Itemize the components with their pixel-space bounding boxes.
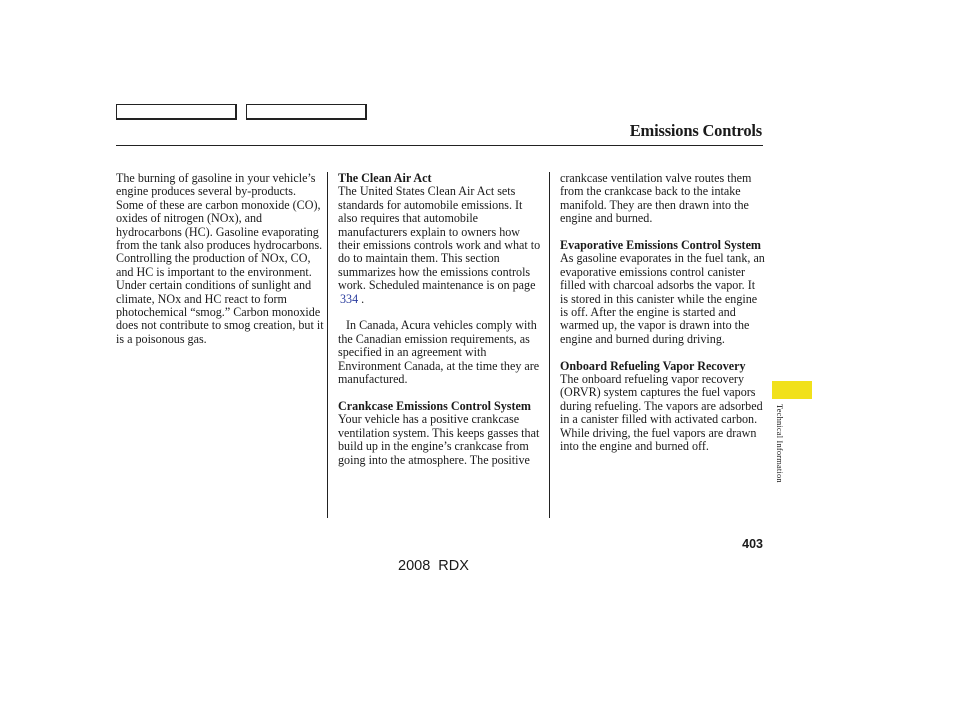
evaporative-paragraph: As gasoline evaporates in the fuel tank, an evaporative emissions control canister filled with charcoal adsorbs the vapor. It is stored in this canister while the engine is off. After the engine is started and warmed up, the vapor is drawn into the engine and burned during driving. [560, 251, 765, 346]
column-divider-2 [549, 172, 550, 518]
crankcase-paragraph: Your vehicle has a positive crankcase ventilation system. This keeps gasses that build up in the engine’s crankcase from going into the atmosphere. The positive [338, 412, 540, 467]
crankcase-continued-paragraph: crankcase ventilation valve routes them from the crankcase back to the intake manifold. They are then drawn into the engine and burned. [560, 171, 752, 226]
page-title: Emissions Controls [629, 121, 762, 140]
clean-air-act-heading: The Clean Air Act [338, 171, 432, 185]
page-number: 403 [742, 537, 763, 551]
evaporative-heading: Evaporative Emissions Control System [560, 238, 762, 253]
intro-paragraph: The burning of gasoline in your vehicle’s engine produces several by-products. Some of these are carbon monoxide (CO), oxides of nitrogen (NOx), and hydrocarbons (HC). Gasoline evaporating from the tank also produces hydrocarbons. Controlling the production of NOx, CO, and HC is important to the environment. Under certain conditions of sunlight and climate, NOx and HC react to form photochemical “smog.” Carbon monoxide does not contribute to smog creation, but it is a poisonous gas. [116, 171, 324, 346]
crankcase-heading: Crankcase Emissions Control System [338, 398, 531, 413]
page-ref-suffix: . [358, 291, 365, 306]
section-label: Technical Information [775, 404, 784, 483]
orvr-paragraph: The onboard refueling vapor recovery (ORVR) system captures the fuel vapors during refueling. The vapors are adsorbed in a canister filled with activated carbon. While driving, the fuel vapors are drawn into the engine and burned off. [560, 372, 763, 454]
page-334-link[interactable]: 334 [340, 291, 359, 306]
text-column-1 [116, 172, 324, 346]
text-column-2 [338, 172, 543, 467]
title-divider [116, 145, 763, 146]
model-footer: 2008 RDX [398, 558, 469, 574]
nav-previous-button[interactable] [116, 104, 237, 120]
column-divider-1 [327, 172, 328, 518]
text-column-3 [560, 172, 765, 454]
section-tab[interactable] [772, 381, 812, 399]
orvr-heading: Onboard Refueling Vapor Recovery [560, 358, 746, 373]
canada-paragraph: In Canada, Acura vehicles comply with the Canadian emission requirements, as specified in an agreement with Environment Canada, at the time they are manufactured. [338, 318, 540, 387]
nav-next-button[interactable] [246, 104, 367, 120]
clean-air-act-text: The United States Clean Air Act sets standards for automobile emissions. It also requires that automobile manufacturers explain to owners how their emissions controls work and what to do to maintain them. This section summarizes how the emissions controls work. Scheduled maintenance is on page [338, 184, 541, 293]
clean-air-act-paragraph [338, 185, 543, 306]
